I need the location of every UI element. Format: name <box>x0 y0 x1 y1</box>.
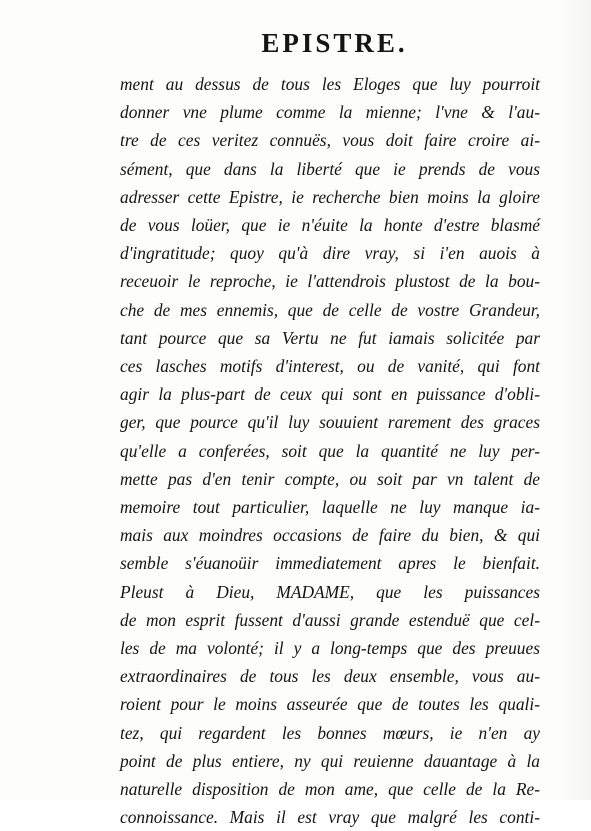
text-line: ces lasches motifs d'interest, ou de vanité, qui font <box>120 356 540 377</box>
text-line: point de plus entiere, ny qui reuienne dauantage à la <box>120 750 540 771</box>
text-line: adresser cette Epistre, ie recherche bien moins la gloire <box>120 186 540 207</box>
text-line: connoissance. Mais il est vray que malgré les conti- <box>120 807 540 828</box>
text-line: de vous loüer, que ie n'éuite la honte d'estre blasmé <box>120 215 540 236</box>
page-edge-shadow <box>561 0 591 800</box>
text-line: extraordinaires de tous les deux ensemble, vous au- <box>120 666 540 687</box>
text-line: ger, que pource qu'il luy souuient rarement des graces <box>120 412 540 433</box>
text-line: les de ma volonté; il y a long-temps que des preuues <box>120 638 540 659</box>
text-line: Pleust à Dieu, MADAME, que les puissances <box>120 581 540 602</box>
running-head: EPISTRE. <box>261 28 408 58</box>
text-line: donner vne plume comme la mienne; l'vne & l'au- <box>120 102 540 123</box>
text-line: d'ingratitude; quoy qu'à dire vray, si i'en auois à <box>120 243 540 264</box>
text-line: roient pour le moins asseurée que de toutes les quali- <box>120 694 540 715</box>
text-line: de mon esprit fussent d'aussi grande estenduë que cel- <box>120 609 540 630</box>
text-line: semble s'éuanoüir immediatement apres le bienfait. <box>120 553 540 574</box>
text-line: sément, que dans la liberté que ie prends de vous <box>120 158 540 179</box>
text-line: ment au dessus de tous les Eloges que luy pourroit <box>120 74 540 94</box>
text-line: memoire tout particulier, laquelle ne luy manque ia- <box>120 497 540 518</box>
text-line: tez, qui regardent les bonnes mœurs, ie n'en ay <box>120 722 540 743</box>
text-line: receuoir le reproche, ie l'attendrois plustost de la bou- <box>120 271 540 292</box>
text-line: mais aux moindres occasions de faire du bien, & qui <box>120 525 540 546</box>
text-line: naturelle disposition de mon ame, que celle de la Re- <box>120 779 540 800</box>
text-line: qu'elle a conferées, soit que la quantité ne luy per- <box>120 440 540 461</box>
body-text <box>120 70 540 831</box>
text-line: che de mes ennemis, que de celle de vostre Grandeur, <box>120 299 540 320</box>
text-line: mette pas d'en tenir compte, ou soit par vn talent de <box>120 468 540 489</box>
text-line: tre de ces veritez connuës, vous doit faire croire ai- <box>120 130 540 151</box>
text-line: tant pource que sa Vertu ne fut iamais solicitée par <box>120 327 540 348</box>
text-line: agir la plus-part de ceux qui sont en puissance d'obli- <box>120 384 540 405</box>
page-header <box>0 28 591 59</box>
